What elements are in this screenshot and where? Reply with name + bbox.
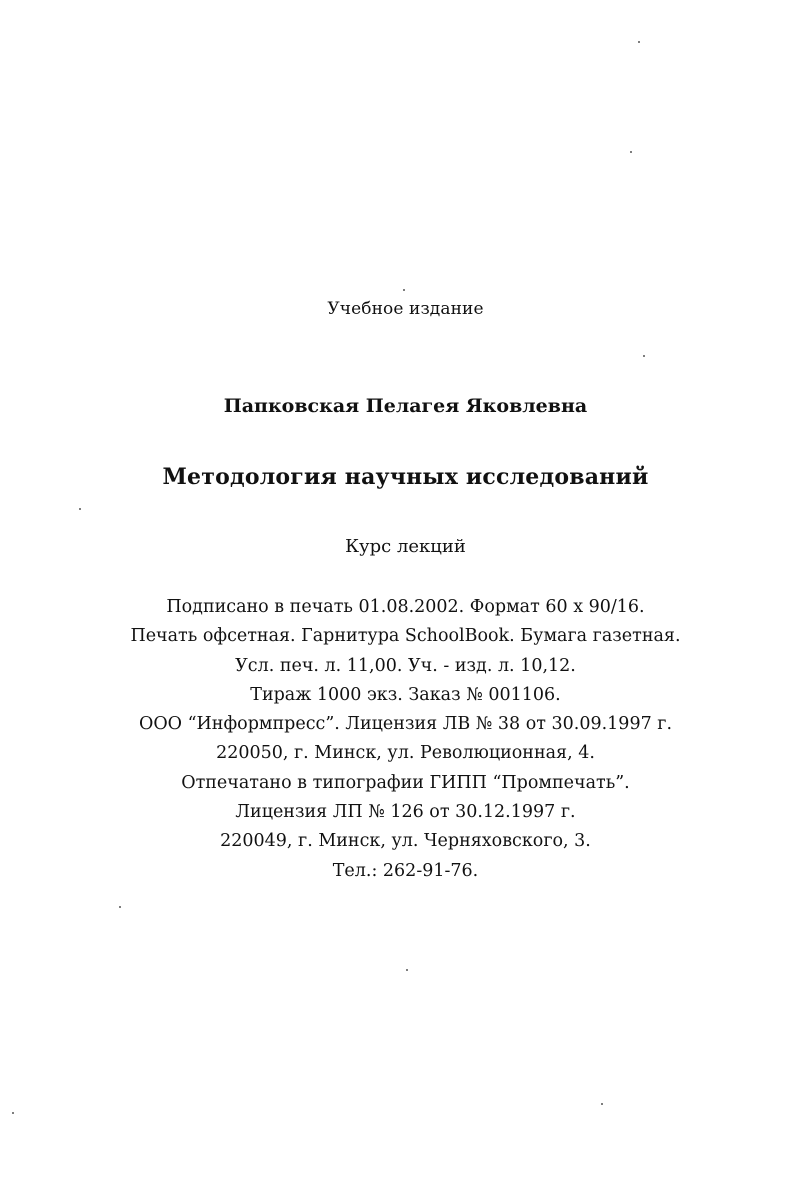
- imprint-block: [0, 593, 811, 886]
- imprint-line: Печать офсетная. Гарнитура SchoolBook. Бумага газетная.: [130, 626, 681, 647]
- edition-type: Учебное издание: [327, 299, 484, 319]
- scan-speck: [119, 906, 121, 908]
- scan-speck: [601, 1103, 603, 1105]
- imprint-line: Тираж 1000 экз. Заказ № 001106.: [250, 684, 561, 705]
- imprint-line: ООО “Информпресс”. Лицензия ЛВ № 38 от 30.09.1997 г.: [138, 714, 673, 735]
- scan-speck: [406, 969, 408, 971]
- scan-speck: [643, 355, 645, 357]
- imprint-line: Лицензия ЛП № 126 от 30.12.1997 г.: [235, 802, 576, 823]
- imprint-line: Отпечатано в типографии ГИПП “Промпечать”.: [181, 772, 630, 793]
- imprint-line: Подписано в печать 01.08.2002. Формат 60 х 90/16.: [166, 597, 645, 617]
- scan-speck: [403, 289, 405, 291]
- author-name: Папковская Пелагея Яковлевна: [223, 395, 588, 417]
- scan-speck: [630, 151, 632, 153]
- imprint-line: 220049, г. Минск, ул. Черняховского, 3.: [220, 831, 591, 852]
- scan-speck: [79, 508, 81, 510]
- book-title: Методология научных исследований: [162, 464, 649, 490]
- scan-speck: [12, 1112, 14, 1114]
- book-subtitle: Курс лекций: [345, 536, 466, 557]
- imprint-line: Тел.: 262-91-76.: [332, 860, 479, 881]
- imprint-line: Усл. печ. л. 11,00. Уч. - изд. л. 10,12.: [235, 655, 576, 676]
- imprint-line: 220050, г. Минск, ул. Революционная, 4.: [216, 743, 595, 764]
- scan-speck: [638, 41, 640, 43]
